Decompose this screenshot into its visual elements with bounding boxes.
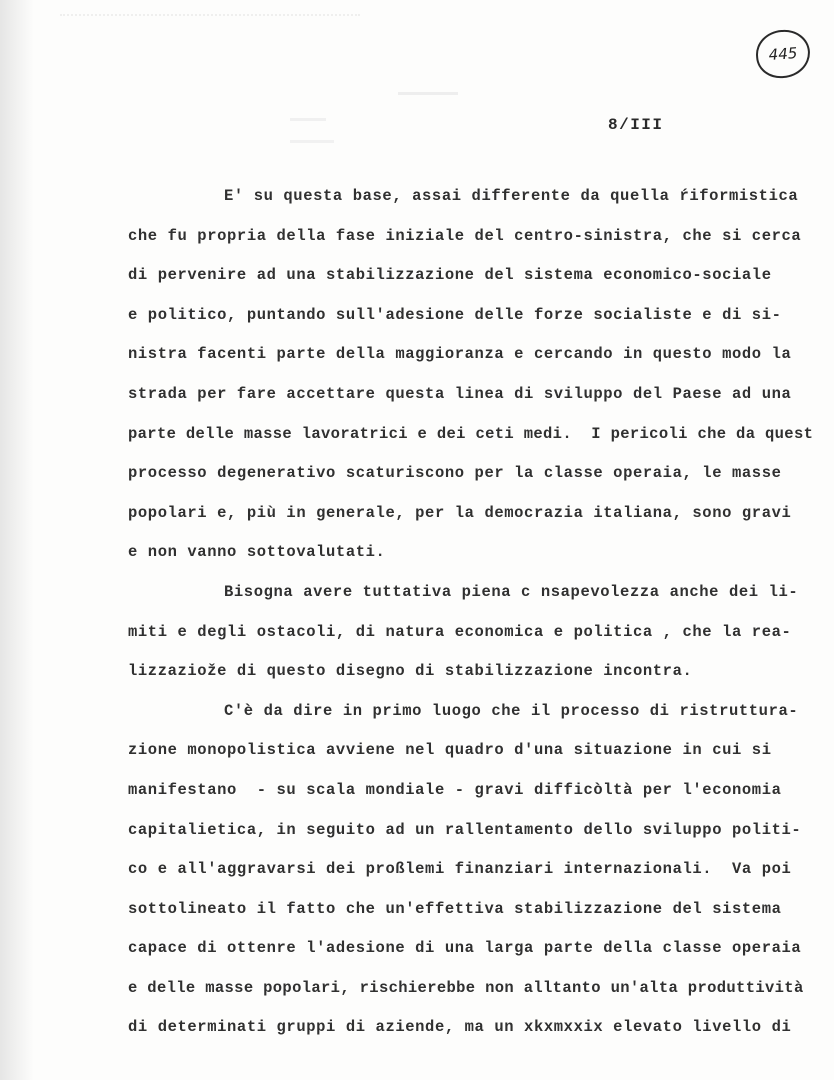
text-line: e non vanno sottovalutati. bbox=[128, 543, 386, 562]
page-number: 8/III bbox=[608, 116, 664, 134]
text-line: di determinati gruppi di aziende, ma un xkxmxxix elevato livello di bbox=[128, 1018, 792, 1037]
typed-text-body bbox=[128, 182, 818, 1053]
show-through-mark bbox=[398, 92, 458, 103]
text-line: sottolineato il fatto che un'effettiva stabilizzazione del sistema bbox=[128, 899, 782, 918]
text-line: popolari e, più in generale, per la democrazia italiana, sono gravi bbox=[128, 503, 792, 522]
text-line: e politico, puntando sull'adesione delle forze socialiste e di si- bbox=[128, 305, 782, 324]
text-line: capitalietica, in seguito ad un rallentamento dello sviluppo politi- bbox=[128, 820, 802, 839]
text-line: Bisogna avere tuttativa piena c nsapevolezza anche dei li- bbox=[224, 582, 799, 601]
show-through-mark bbox=[60, 14, 360, 22]
text-line: processo degenerativo scaturiscono per la classe operaia, le masse bbox=[128, 464, 782, 483]
text-line: strada per fare accettare questa linea di sviluppo del Paese ad una bbox=[128, 384, 792, 403]
show-through-mark bbox=[290, 118, 326, 127]
handwritten-page-stamp: 445 bbox=[754, 28, 811, 80]
text-line: parte delle masse lavoratrici e dei ceti medi. I pericoli che da quest bbox=[128, 424, 814, 443]
text-line: C'è da dire in primo luogo che il processo di ristruttura- bbox=[224, 701, 799, 720]
show-through-mark bbox=[290, 140, 334, 149]
text-line: manifestano - su scala mondiale - gravi difficòltà per l'economia bbox=[128, 780, 782, 799]
text-line: co e all'aggravarsi dei proßlemi finanziari internazionali. Va poi bbox=[128, 860, 792, 879]
text-line: che fu propria della fase iniziale del centro-sinistra, che si cerca bbox=[128, 226, 802, 245]
text-line: lizzaziože di questo disegno di stabilizzazione incontra. bbox=[128, 662, 693, 681]
text-line: E' su questa base, assai differente da quella ŕiformistica bbox=[224, 187, 799, 205]
text-line: capace di ottenre l'adesione di una larga parte della classe operaia bbox=[128, 939, 802, 958]
text-line: miti e degli ostacoli, di natura economica e politica , che la rea- bbox=[128, 622, 792, 641]
text-line: di pervenire ad una stabilizzazione del sistema economico-sociale bbox=[128, 266, 772, 285]
text-line: zione monopolistica avviene nel quadro d'una situazione in cui si bbox=[128, 741, 772, 760]
text-line: nistra facenti parte della maggioranza e cercando in questo modo la bbox=[128, 345, 792, 364]
scan-edge-shadow bbox=[0, 0, 34, 1080]
text-line: e delle masse popolari, rischierebbe non alltanto un'alta produttività bbox=[128, 978, 804, 997]
